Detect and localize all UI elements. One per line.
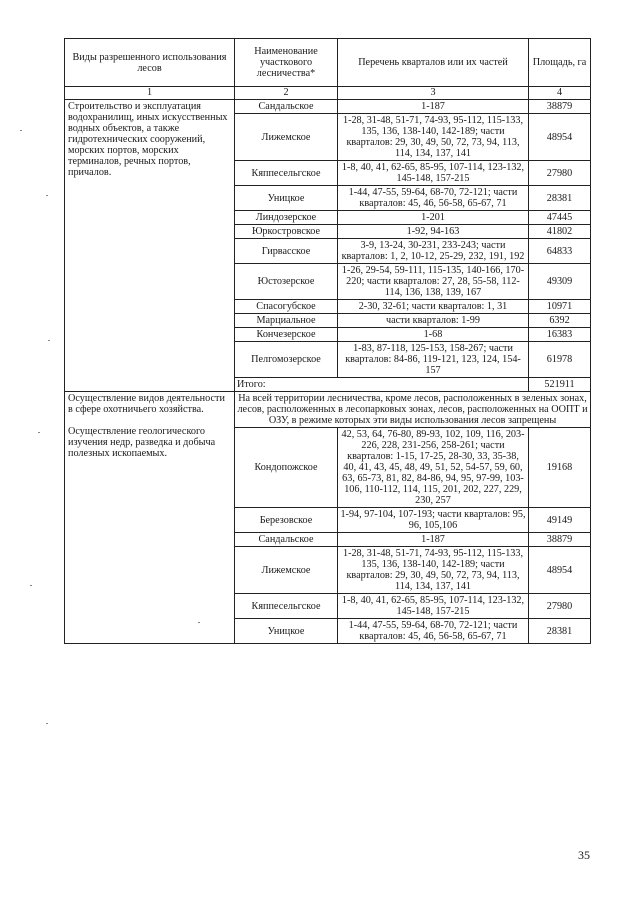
quarters-cell: 42, 53, 64, 76-80, 89-93, 102, 109, 116, 203-226, 228, 231-256, 258-261; части кварталов: 1-15, 17-25, 28-30, 33, 35-38, 40, 41, 43, 45, 48, 49, 51, 52, 54-57, 59, 60, 63, 65-73, 81, 82, 84-86, 94, 95, 97-99, 103-106, 110-112, 114, 115, 201, 202, 227, 229, 230, 257 — [338, 428, 529, 508]
quarters-cell: 1-187 — [338, 533, 529, 547]
header-quarters-list: Перечень кварталов или их частей — [338, 39, 529, 87]
quarters-cell: 1-94, 97-104, 107-193; части кварталов: 95, 96, 105,106 — [338, 508, 529, 533]
forestry-name-cell: Уницкое — [235, 619, 338, 644]
forestry-name-cell: Кондопожское — [235, 428, 338, 508]
quarters-cell: 1-28, 31-48, 51-71, 74-93, 95-112, 115-133, 135, 136, 138-140, 142-189; части кварталов: 29, 30, 49, 50, 72, 73, 94, 113, 114, 134, 137, 141 — [338, 114, 529, 161]
column-number: 2 — [235, 87, 338, 100]
quarters-cell: 1-28, 31-48, 51-71, 74-93, 95-112, 115-133, 135, 136, 138-140, 142-189; части кварталов: 29, 30, 49, 50, 72, 73, 94, 113, 114, 134, 137, 141 — [338, 547, 529, 594]
area-cell: 38879 — [529, 533, 591, 547]
area-cell: 27980 — [529, 594, 591, 619]
usage-hunting: Осуществление видов деятельности в сфере охотничьего хозяйства. — [68, 393, 225, 415]
forest-use-table — [64, 38, 591, 644]
quarters-cell: 1-44, 47-55, 59-64, 68-70, 72-121; части кварталов: 45, 46, 56-58, 65-67, 71 — [338, 186, 529, 211]
note-row — [65, 392, 591, 428]
column-number: 3 — [338, 87, 529, 100]
quarters-cell: 1-187 — [338, 100, 529, 114]
forestry-name-cell: Пелгомозерское — [235, 342, 338, 378]
forestry-name-cell: Березовское — [235, 508, 338, 533]
table-row — [65, 100, 591, 114]
table-header-row — [65, 39, 591, 87]
area-cell: 19168 — [529, 428, 591, 508]
restriction-note: На всей территории лесничества, кроме лесов, расположенных в зеленых зонах, лесов, расположенных в лесопарковых зонах, лесов, расположенных на ООПТ и ОЗУ, в режиме которых эти виды использования лесов запрещены — [235, 392, 591, 428]
total-label: Итого: — [235, 378, 529, 392]
area-cell: 28381 — [529, 619, 591, 644]
area-cell: 10971 — [529, 300, 591, 314]
area-cell: 49309 — [529, 264, 591, 300]
area-cell: 49149 — [529, 508, 591, 533]
area-cell: 6392 — [529, 314, 591, 328]
area-cell: 28381 — [529, 186, 591, 211]
quarters-cell: 1-8, 40, 41, 62-65, 85-95, 107-114, 123-132, 145-148, 157-215 — [338, 161, 529, 186]
quarters-cell: 1-26, 29-54, 59-111, 115-135, 140-166, 170-220; части кварталов: 27, 28, 55-58, 112-114, 136, 138, 139, 167 — [338, 264, 529, 300]
area-cell: 27980 — [529, 161, 591, 186]
forestry-name-cell: Спасогубское — [235, 300, 338, 314]
forestry-name-cell: Лижемское — [235, 547, 338, 594]
quarters-cell: 1-8, 40, 41, 62-65, 85-95, 107-114, 123-132, 145-148, 157-215 — [338, 594, 529, 619]
area-cell: 47445 — [529, 211, 591, 225]
usage-type-cell — [65, 392, 235, 644]
area-cell: 48954 — [529, 547, 591, 594]
area-cell: 64833 — [529, 239, 591, 264]
forestry-name-cell: Кяппесельгское — [235, 161, 338, 186]
forestry-name-cell: Юркостровское — [235, 225, 338, 239]
page-number: 35 — [578, 848, 590, 862]
total-area: 521911 — [529, 378, 591, 392]
column-numbers-row — [65, 87, 591, 100]
header-area: Площадь, га — [529, 39, 591, 87]
area-cell: 41802 — [529, 225, 591, 239]
quarters-cell: 2-30, 32-61; части кварталов: 1, 31 — [338, 300, 529, 314]
area-cell: 38879 — [529, 100, 591, 114]
header-forestry-name: Наименование участкового лесничества* — [235, 39, 338, 87]
forestry-name-cell: Лижемское — [235, 114, 338, 161]
area-cell: 16383 — [529, 328, 591, 342]
quarters-cell: 1-68 — [338, 328, 529, 342]
forestry-name-cell: Марциальное — [235, 314, 338, 328]
quarters-cell: части кварталов: 1-99 — [338, 314, 529, 328]
quarters-cell: 1-44, 47-55, 59-64, 68-70, 72-121; части кварталов: 45, 46, 56-58, 65-67, 71 — [338, 619, 529, 644]
forestry-name-cell: Гирвасское — [235, 239, 338, 264]
column-number: 1 — [65, 87, 235, 100]
forestry-name-cell: Сандальское — [235, 100, 338, 114]
paragraph-gap — [68, 415, 232, 426]
quarters-cell: 3-9, 13-24, 30-231, 233-243; части кварталов: 1, 2, 10-12, 25-29, 232, 191, 192 — [338, 239, 529, 264]
forestry-name-cell: Уницкое — [235, 186, 338, 211]
area-cell: 48954 — [529, 114, 591, 161]
header-usage-type: Виды разрешенного использования лесов — [65, 39, 235, 87]
column-number: 4 — [529, 87, 591, 100]
forestry-name-cell: Кяппесельгское — [235, 594, 338, 619]
forestry-name-cell: Сандальское — [235, 533, 338, 547]
forestry-name-cell: Линдозерское — [235, 211, 338, 225]
area-cell: 61978 — [529, 342, 591, 378]
usage-type-cell: Строительство и эксплуатация водохранилищ, иных искусственных водных объектов, а также гидротехнических сооружений, морских портов, морских терминалов, речных портов, причалов. — [65, 100, 235, 392]
forestry-name-cell: Кончезерское — [235, 328, 338, 342]
quarters-cell: 1-92, 94-163 — [338, 225, 529, 239]
quarters-cell: 1-83, 87-118, 125-153, 158-267; части кварталов: 84-86, 119-121, 123, 124, 154-157 — [338, 342, 529, 378]
quarters-cell: 1-201 — [338, 211, 529, 225]
usage-geology: Осуществление геологического изучения недр, разведка и добыча полезных ископаемых. — [68, 426, 216, 459]
forestry-name-cell: Юстозерское — [235, 264, 338, 300]
